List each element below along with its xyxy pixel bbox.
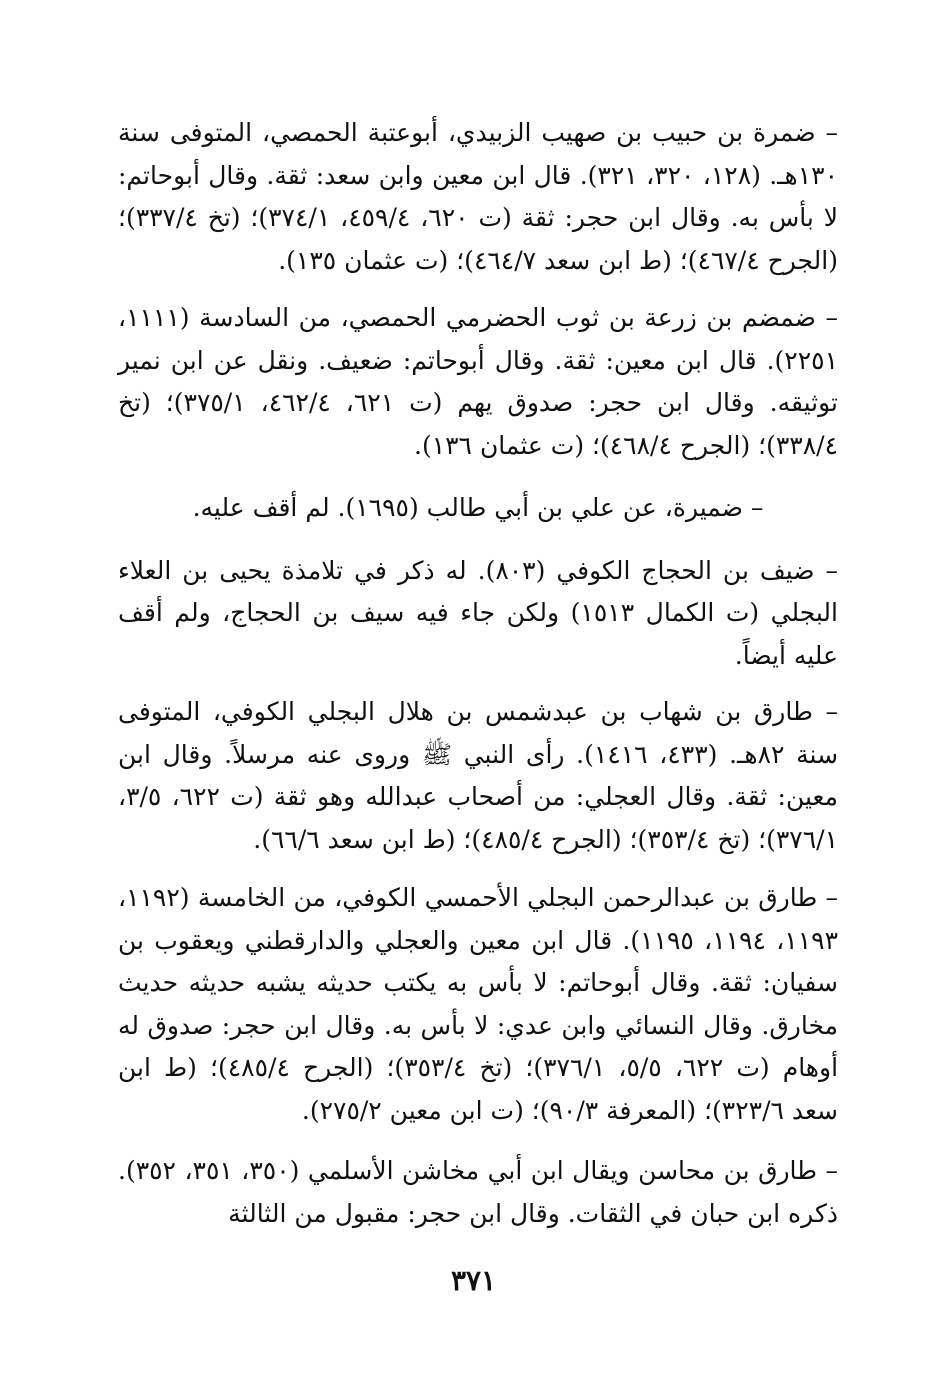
biography-entry-tariq-abdulrahman: – طارق بن عبدالرحمن البجلي الأحمسي الكوفي، من الخامسة (١١٩٢، ١١٩٣، ١١٩٤، ١١٩٥). قال ابن معين والعجلي والدارقطني ويعقوب بن سفيان: ثقة. وقال أبوحاتم: لا بأس به يكتب حديثه يشبه حديثه حديث مخارق. وقال النسائي وابن عدي: لا بأس به. وقال ابن حجر: صدوق له أوهام (ت ٦٢٢، ٥/٥، ٣٧٦/١)؛ (تخ ٣٥٣/٤)؛ (الجرح ٤٨٥/٤)؛ (ط ابن سعد ٣٢٣/٦)؛ (المعرفة ٩٠/٣)؛ (ت ابن معين ٢٧٥/٢). <box>118 883 839 1125</box>
page-number: ٣٧١ <box>450 1264 497 1297</box>
biography-entry-damdam: – ضمضم بن زرعة بن ثوب الحضرمي الحمصي، من السادسة (١١١١، ٢٢٥١). قال ابن معين: ثقة. وقال أبوحاتم: ضعيف. ونقل عن ابن نمير توثيقه. وقال ابن حجر: صدوق يهم (ت ٦٢١، ٤٦٢/٤، ٣٧٥/١)؛ (تخ ٣٣٨/٤)؛ (الجرح ٤٦٨/٤)؛ (ت عثمان ١٣٦). <box>118 303 839 460</box>
biography-entry-dayf: – ضيف بن الحجاج الكوفي (٨٠٣). له ذكر في تلامذة يحيى بن العلاء البجلي (ت الكمال ١٥١٣) ولكن جاء فيه سيف بن الحجاج، ولم أقف عليه أيضاً. <box>118 555 838 670</box>
page-body <box>118 112 838 1235</box>
biography-entry-dumaira: – ضميرة، عن علي بن أبي طالب (١٦٩٥). لم أقف عليه. <box>192 493 764 522</box>
biography-entry-damra: – ضمرة بن حبيب بن صهيب الزبيدي، أبوعتبة الحمصي، المتوفى سنة ١٣٠هـ. (١٢٨، ٣٢٠، ٣٢١). قال ابن معين وابن سعد: ثقة. وقال أبوحاتم: لا بأس به. وقال ابن حجر: ثقة (ت ٦٢٠، ٤٥٩/٤، ٣٧٤/١)؛ (تخ ٣٣٧/٤)؛ (الجرح ٤٦٧/٤)؛ (ط ابن سعد ٤٦٤/٧)؛ (ت عثمان ١٣٥). <box>118 118 839 275</box>
biography-entry-tariq-shihab: – طارق بن شهاب بن عبدشمس بن هلال البجلي الكوفي، المتوفى سنة ٨٢هـ. (٤٣٣، ١٤١٦). رأى النبي ﷺ وروى عنه مرسلاً. وقال ابن معين: ثقة. وقال العجلي: من أصحاب عبدالله وهو ثقة (ت ٦٢٢، ٣/٥، ٣٧٦/١)؛ (تخ ٣٥٣/٤)؛ (الجرح ٤٨٥/٤)؛ (ط ابن سعد ٦٦/٦). <box>118 697 839 854</box>
biography-entry-tariq-muhasin: – طارق بن محاسن ويقال ابن أبي مخاشن الأسلمي (٣٥٠، ٣٥١، ٣٥٢). ذكره ابن حبان في الثقات. وقال ابن حجر: مقبول من الثالثة <box>118 1156 839 1228</box>
